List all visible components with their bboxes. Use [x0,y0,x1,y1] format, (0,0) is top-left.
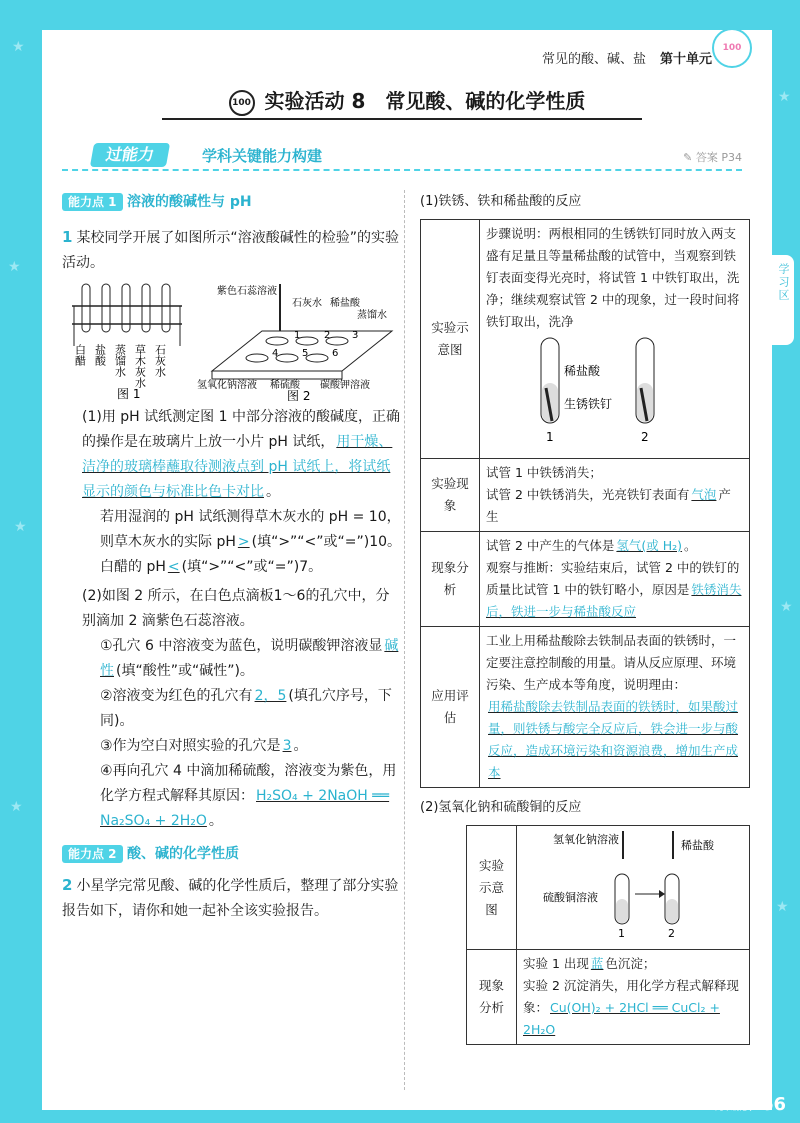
row-header: 现象分析 [421,532,480,627]
q1-2-3-end: 。 [293,738,308,754]
hole-1 [266,337,288,345]
q1-2-4-end: 。 [208,813,223,829]
experiment-table-1 [420,219,750,788]
ability-point-tag: 能力点 2 [62,845,123,863]
fig2-label: 稀盐酸 [330,298,360,309]
experiment-table-2 [466,825,750,1045]
star-icon: ★ [776,899,789,915]
fig2-label: 蒸馏水 [357,310,387,321]
side-tab [772,255,794,345]
fig1-label: 草木灰水 [133,344,147,388]
result-2-answer: Cu(OH)₂ + 2HCl ══ CuCl₂ + 2H₂O [523,1000,720,1037]
result-1-end: 色沉淀； [605,956,656,971]
q1-2-text: (2)如图 2 所示，在白色点滴板1～6的孔穴中，分别滴加 2 滴紫色石蕊溶液。 [82,588,390,629]
hole-6 [306,354,328,362]
fig1-label: 盐酸 [93,344,107,366]
q1-1-answer: 用干燥、洁净的玻璃棒蘸取待测液点到 pH 试纸上，将试纸显示的颜色与标准比色卡对比 [82,434,393,500]
hole-5 [276,354,298,362]
hole-number: 5 [302,348,309,359]
star-icon: ★ [14,519,27,535]
page-number: 66 [760,1094,786,1115]
star-badge-icon: 100 [229,90,255,116]
fig1-label: 白醋 [73,344,87,366]
q1-1-vinegar-answer: < [167,559,180,575]
page [42,30,772,1110]
q1-1-ph-text: 若用湿润的 pH 试纸测得草木灰水的 pH = 10，则草木灰水的实际 pH [100,509,401,550]
step-description: 步骤说明：两根相同的生锈铁钉同时放入两支盛有足量且等量稀盐酸的试管中，当观察到铁钉表面变得光亮时，将试管 1 中铁钉取出，洗净；继续观察试管 2 中的现象，过一段时间将铁钉取出，洗净 [486,226,740,329]
test-tube-figure [486,333,686,448]
footer-label: 九年级化学 [714,1103,755,1112]
fig-label-naoh: 氢氧化钠溶液 [553,833,619,846]
fig2-label: 氢氧化钠溶液 [197,380,257,391]
section-tag: 过能力 [90,143,170,167]
star-icon: ★ [780,599,793,615]
fig-label-acid: 稀盐酸 [564,364,601,378]
hole-number: 2 [324,330,331,341]
fig2-label: 紫色石蕊溶液 [217,286,277,297]
fig2-caption: 图 2 [287,389,311,401]
spot-plate-edge [212,371,342,379]
star-icon: ★ [10,799,23,815]
figure-1-2 [62,276,402,401]
fig-label-cuso4: 硫酸铜溶液 [543,891,598,904]
analysis-2: 观察与推断：实验结束后，试管 2 中的铁钉的质量比试管 1 中的铁钉略小，原因是 [486,560,740,597]
fig2-label: 稀硫酸 [270,380,300,391]
title-underline [162,118,642,120]
evaluation-text: 工业上用稀盐酸除去铁制品表面的铁锈时，一定要注意控制酸的用量。请从反应原理、环境污染、生产成本等角度，说明理由： [486,633,737,692]
result-2: 实验 2 沉淀消失，用化学方程式解释现象： [523,978,739,1015]
q1-2-1-answer: 碱性 [100,638,399,679]
q1-2-1-text: ①孔穴 6 中溶液变为蓝色，说明碳酸钾溶液显 [100,638,383,654]
row-header: 实验现象 [421,459,480,532]
star-icon: ★ [778,89,791,105]
fig1-label: 蒸馏水 [113,344,127,377]
punct: 。 [266,484,280,500]
fig2-label: 石灰水 [292,298,322,309]
q1-2-2-end: (填孔穴序号，下同)。 [100,688,392,729]
analysis-2-answer: 铁锈消失后，铁进一步与稀盐酸反应 [486,582,742,619]
page-title [42,85,772,116]
row-header: 实验示意图 [467,826,517,950]
q1-2-2-text: ②溶液变为红色的孔穴有 [100,688,253,704]
section-1-title: (1)铁锈、铁和稀盐酸的反应 [420,194,582,209]
analysis-1-end: 。 [684,538,697,553]
hole-number: 4 [272,348,279,359]
q1-2-4-text: ④再向孔穴 4 中滴加稀硫酸，溶液变为紫色，用化学方程式解释其原因： [100,763,397,804]
header-unit: 第十单元 [659,52,712,67]
evaluation-answer: 用稀盐酸除去铁制品表面的铁锈时，如果酸过量，则铁锈与酸完全反应后，铁会进一步与酸反应，造成环境污染和资源浪费，增加生产成本 [488,699,739,780]
phenomenon-1: 试管 1 中铁锈消失； [486,465,602,480]
question-number: 2 [62,876,73,894]
figure-1-tube-rack [72,284,182,346]
question-intro: 某校同学开展了如图所示“溶液酸碱性的检验”的实验活动。 [62,230,399,271]
hole-number: 6 [332,348,339,359]
phenomenon-2-end: 产生 [486,487,731,524]
title-text: 实验活动 8 常见酸、碱的化学性质 [264,89,586,113]
fig1-label: 石灰水 [153,344,167,377]
header-section: 常见的酸、碱、盐 [541,52,646,67]
tube-number: 1 [618,927,625,939]
q1-2-3-text: ③作为空白对照实验的孔穴是 [100,738,281,754]
section-subtitle: 学科关键能力构建 [202,147,323,165]
star-icon: ★ [12,39,25,55]
left-column [62,190,402,924]
result-1: 实验 1 出现 [523,956,589,971]
fig1-caption: 图 1 [117,387,141,401]
ability-point-tag: 能力点 1 [62,193,123,211]
hole-number: 3 [352,330,359,341]
q1-2-1-end: (填“酸性”或“碱性”)。 [116,663,254,679]
naoh-cuso4-figure [523,829,743,939]
tube-number: 2 [641,430,649,444]
analysis-1: 试管 2 中产生的气体是 [486,538,615,553]
fig2-label: 碳酸钾溶液 [320,380,370,391]
tube-number: 2 [668,927,675,939]
section-bar [62,143,742,171]
q1-1-vinegar-text: (填“>”“<”或“=”)10。白醋的 pH [100,534,402,575]
q1-2-4-answer: H₂SO₄ + 2NaOH ══ Na₂SO₄ + 2H₂O [100,788,390,829]
answer-ref: ✎ 答案 P34 [683,151,742,164]
question-number: 1 [62,228,73,246]
hole-number: 1 [294,330,301,341]
phenomenon-2-answer: 气泡 [691,487,717,502]
tube-number: 1 [546,430,554,444]
fig-label-hcl: 稀盐酸 [681,839,714,852]
row-header: 应用评估 [421,627,480,788]
badge-icon: 100 [712,28,752,68]
page-footer [715,1094,786,1115]
ability-point-title: 溶液的酸碱性与 pH [126,194,252,210]
fig-label-nail: 生锈铁钉 [564,397,613,411]
ability-point-title: 酸、碱的化学性质 [126,846,239,862]
q1-1-ph-answer: > [237,534,250,550]
answer-ref-text: 答案 P34 [695,151,742,164]
q1-2-2-answer: 2，5 [254,688,287,704]
right-column [420,190,750,1045]
row-header: 实验示意图 [421,220,480,459]
result-1-answer: 蓝 [590,956,604,971]
analysis-1-answer: 氢气(或 H₂) [616,538,683,553]
column-divider [404,190,405,1090]
running-header [542,48,712,67]
q1-1-text: (1)用 pH 试纸测定图 1 中部分溶液的酸碱度，正确的操作是在玻璃片上放一小片 pH 试纸， [82,409,400,450]
hole-4 [246,354,268,362]
side-tab-label: 学习区 [777,263,790,302]
star-icon: ★ [8,259,21,275]
phenomenon-2: 试管 2 中铁锈消失，光亮铁钉表面有 [486,487,690,502]
question-intro: 小星学完常见酸、碱的化学性质后，整理了部分实验报告如下，请你和她一起补全该实验报告。 [62,878,399,919]
q1-1-end: (填“>”“<”或“=”)7。 [181,559,323,575]
row-header: 现象分析 [467,950,517,1045]
q1-2-3-answer: 3 [282,738,292,754]
section-2-title: (2)氢氧化钠和硫酸铜的反应 [420,800,582,815]
